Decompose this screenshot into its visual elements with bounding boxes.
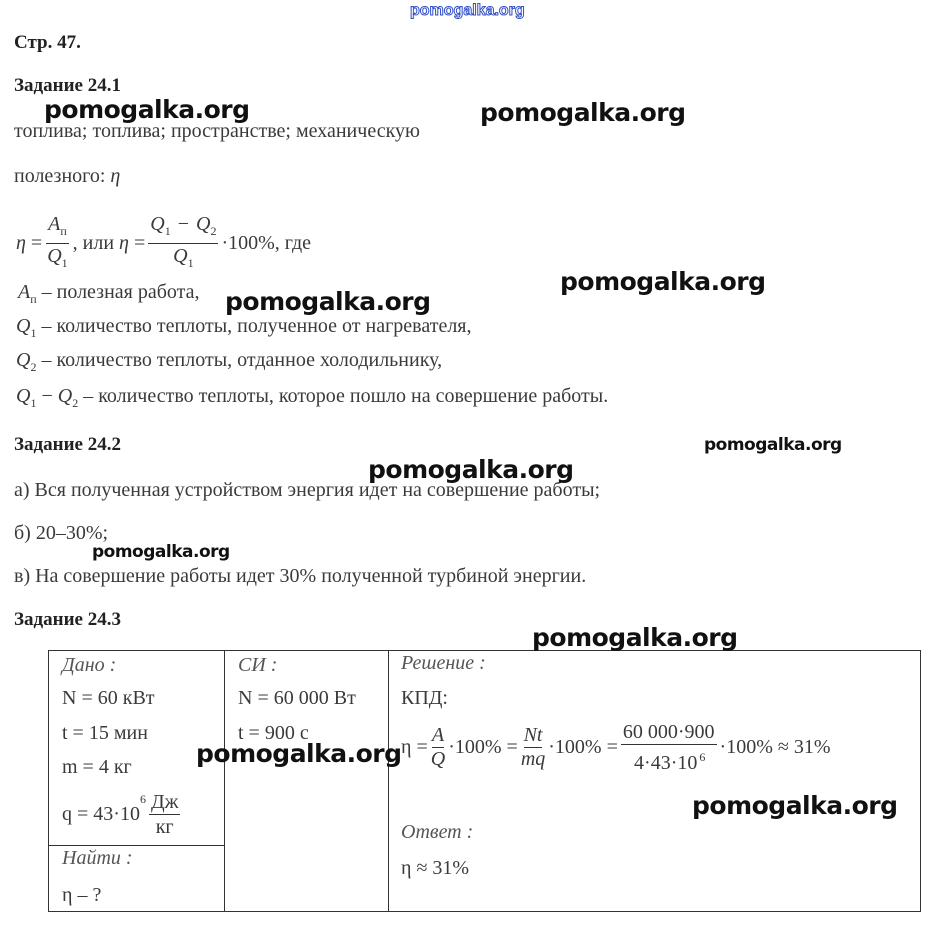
- Q: Q: [57, 385, 73, 407]
- page-label: Стр. 47.: [14, 32, 81, 53]
- sub: 1: [61, 256, 68, 270]
- fraction: [521, 724, 545, 771]
- def-text: – полезная работа,: [41, 281, 200, 303]
- answer-b: б) 20–30%;: [14, 522, 109, 544]
- unit-den: кг: [155, 816, 174, 838]
- task-24-1-title: Задание 24.1: [14, 75, 121, 96]
- Q: Q: [150, 213, 165, 235]
- sub: 2: [30, 360, 37, 374]
- column-divider: [224, 650, 225, 912]
- find-value: η – ?: [62, 884, 102, 906]
- task-24-3-title: Задание 24.3: [14, 609, 121, 630]
- label: полезного:: [14, 165, 106, 187]
- Q: Q: [47, 245, 62, 267]
- sub: 2: [210, 224, 217, 238]
- table-border-bottom: [48, 911, 921, 912]
- fraction: [431, 724, 445, 771]
- table-border-left: [48, 650, 49, 912]
- mq: mq: [520, 747, 546, 770]
- minus: −: [177, 213, 189, 235]
- watermark: pomogalka.org: [480, 98, 686, 127]
- minus: −: [41, 385, 53, 407]
- efficiency-formula: [16, 212, 311, 275]
- fraction-q-diff: [148, 212, 218, 275]
- top-watermark[interactable]: pomogalka.org: [410, 2, 525, 19]
- given-label: Дано :: [62, 654, 117, 676]
- unit-fraction: [149, 790, 180, 839]
- watermark: pomogalka.org: [196, 739, 402, 768]
- eq: =: [133, 232, 146, 254]
- sub: п: [60, 224, 67, 238]
- eta: η: [16, 232, 26, 254]
- sub: 1: [30, 326, 37, 340]
- pct: ·100% =: [448, 735, 518, 758]
- pct: ·100% =: [548, 735, 618, 758]
- answer-line-1: топлива; топлива; пространстве; механическую: [14, 120, 420, 142]
- answer-c: в) На совершение работы идет 30% полученной турбиной энергии.: [14, 565, 587, 587]
- watermark: pomogalka.org: [692, 791, 898, 820]
- def-text: – количество теплоты, которое пошло на совершение работы.: [83, 385, 609, 407]
- task-24-2-title: Задание 24.2: [14, 434, 121, 455]
- sub: п: [30, 292, 37, 306]
- given-t: t = 15 мин: [62, 722, 148, 744]
- result: ·100% ≈ 31%: [719, 735, 831, 758]
- watermark: pomogalka.org: [704, 435, 842, 455]
- def-q1: [16, 314, 472, 345]
- answer-a: а) Вся полученная устройством энергия идет на совершение работы;: [14, 479, 601, 501]
- watermark: pomogalka.org: [225, 287, 431, 316]
- watermark: pomogalka.org: [92, 542, 230, 562]
- def-q-diff: [16, 384, 608, 415]
- solution-formula: [401, 720, 831, 775]
- eta-eq: η =: [401, 735, 428, 758]
- watermark: pomogalka.org: [532, 623, 738, 652]
- answer-value: η ≈ 31%: [401, 857, 470, 879]
- A: A: [431, 723, 445, 746]
- si-n: N = 60 000 Вт: [238, 687, 356, 709]
- watermark: pomogalka.org: [368, 455, 574, 484]
- def-an: [18, 280, 200, 311]
- Q: Q: [195, 213, 211, 235]
- exp: 6: [139, 792, 146, 806]
- watermark: pomogalka.org: [44, 95, 250, 124]
- sub: 2: [72, 396, 79, 410]
- num: 60 000·900: [622, 721, 715, 743]
- den-text: 4·43·10: [634, 751, 698, 774]
- solution-label: Решение :: [401, 652, 486, 674]
- sub: 1: [187, 256, 194, 270]
- kpd-label: КПД:: [401, 687, 448, 709]
- exp: 6: [699, 750, 706, 764]
- si-t: t = 900 с: [238, 722, 309, 744]
- answer-line-2: [14, 164, 120, 188]
- table-border-right: [920, 650, 921, 912]
- watermark: pomogalka.org: [560, 267, 766, 296]
- Q: Q: [16, 315, 31, 337]
- si-label: СИ :: [238, 654, 278, 676]
- Q: Q: [430, 747, 446, 770]
- unit-num: Дж: [150, 791, 179, 813]
- def-q2: [16, 348, 442, 379]
- sub: 1: [164, 224, 171, 238]
- given-n: N = 60 кВт: [62, 687, 155, 709]
- A: A: [18, 281, 31, 303]
- given-q: [62, 790, 183, 839]
- given-m: m = 4 кг: [62, 756, 132, 778]
- fraction-a-over-q: [45, 212, 69, 275]
- find-label: Найти :: [62, 847, 133, 869]
- Q: Q: [16, 385, 31, 407]
- Q: Q: [173, 245, 188, 267]
- answer-label: Ответ :: [401, 821, 474, 843]
- A: A: [48, 213, 61, 235]
- or-text: , или: [72, 232, 115, 254]
- eq: =: [30, 232, 43, 254]
- sub: 1: [30, 396, 37, 410]
- eta-symbol: η: [110, 165, 121, 187]
- eta: η: [119, 232, 129, 254]
- q-value: q = 43·10: [62, 803, 140, 825]
- Q: Q: [16, 349, 31, 371]
- Nt: Nt: [523, 723, 543, 746]
- def-text: – количество теплоты, отданное холодильнику,: [41, 349, 443, 371]
- def-text: – количество теплоты, полученное от нагревателя,: [41, 315, 472, 337]
- fraction: [621, 720, 717, 775]
- den: [630, 745, 707, 775]
- formula-tail: ·100%, где: [221, 232, 312, 254]
- column-divider: [388, 650, 389, 912]
